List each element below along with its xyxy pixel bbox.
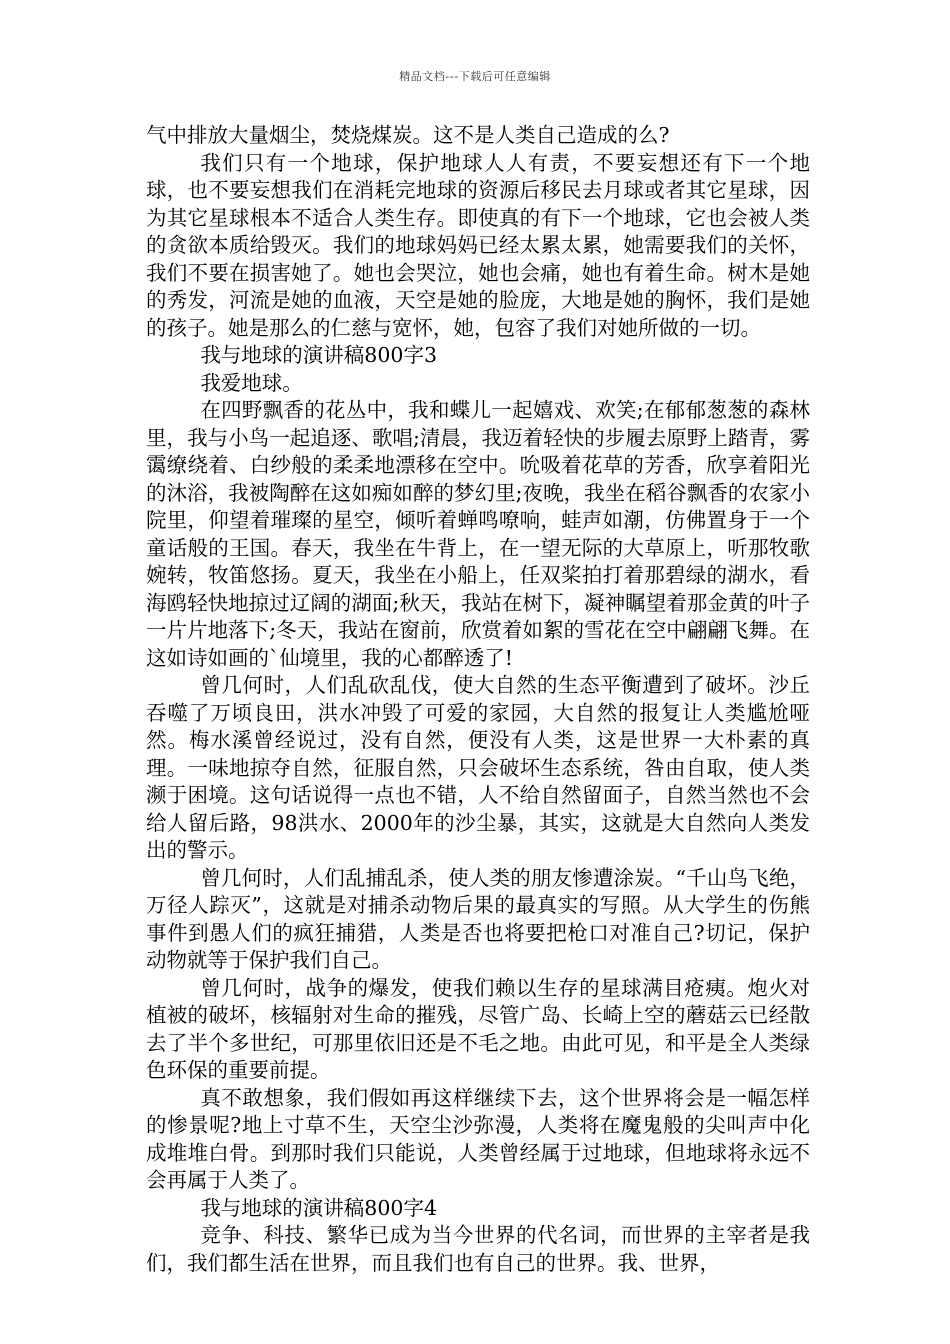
paragraph: 曾几何时，人们乱捕乱杀，使人类的朋友惨遭涂炭。“千山鸟飞绝，万径人踪灭”，这就是对捕杀动物后果的最真实的写照。从大学生的伤熊事件到愚人们的疯狂捕猎，人类是否也将要把枪口对准自己?切记，保护动物就等于保护我们自己。 — [146, 865, 810, 972]
paragraph: 我爱地球。 — [200, 370, 303, 395]
document-body — [146, 122, 810, 1277]
paragraph: 气中排放大量烟尘，焚烧煤炭。这不是人类自己造成的么? — [146, 123, 670, 147]
section-heading: 我与地球的演讲稿800字3 — [200, 343, 437, 367]
section-heading: 我与地球的演讲稿800字4 — [200, 1195, 437, 1220]
paragraph: 真不敢想象，我们假如再这样继续下去，这个世界将会是一幅怎样的惨景呢?地上寸草不生，天空尘沙弥漫，人类将在魔鬼般的尖叫声中化成堆堆白骨。到那时我们只能说，人类曾经属于过地球，但地球将永远不会再属于人类了。 — [146, 1085, 810, 1192]
paragraph: 我们只有一个地球，保护地球人人有责，不要妄想还有下一个地球，也不要妄想我们在消耗完地球的资源后移民去月球或者其它星球，因为其它星球根本不适合人类生存。即使真的有下一个地球，它也会被人类的贪欲本质给毁灭。我们的地球妈妈已经太累太累，她需要我们的关怀，我们不要在损害她了。她也会哭泣，她也会痛，她也有着生命。树木是她的秀发，河流是她的血液，天空是她的脸庞，大地是她的胸怀，我们是她的孩子。她是那么的仁慈与宽怀，她，包容了我们对她所做的一切。 — [146, 150, 810, 340]
paragraph: 曾几何时，战争的爆发，使我们赖以生存的星球满目疮痍。炮火对植被的破坏，核辐射对生命的摧残，尽管广岛、长崎上空的蘑菇云已经散去了半个多世纪，可那里依旧还是不毛之地。由此可见，和平是全人类绿色环保的重要前提。 — [146, 975, 810, 1082]
paragraph: 曾几何时，人们乱砍乱伐，使大自然的生态平衡遭到了破坏。沙丘吞噬了万顷良田，洪水冲毁了可爱的家园，大自然的报复让人类尴尬哑然。梅水溪曾经说过，没有自然，便没有人类，这是世界一大朴素的真理。一味地掠夺自然，征服自然，只会破坏生态系统，咎由自取，使人类濒于困境。这句话说得一点也不错，人不给自然留面子，自然当然也不会给人留后路，98洪水、2000年的沙尘暴，其实，这就是大自然向人类发出的警示。 — [146, 673, 810, 862]
page-header: 精品文档---下载后可任意编辑 — [399, 70, 551, 83]
paragraph: 在四野飘香的花丛中，我和蝶儿一起嬉戏、欢笑;在郁郁葱葱的森林里，我与小鸟一起追逐、歌唱;清晨，我迈着轻快的步履去原野上踏青，雾霭缭绕着、白纱般的柔柔地漂移在空中。吮吸着花草的芳香，欣享着阳光的沐浴，我被陶醉在这如痴如醉的梦幻里;夜晚，我坐在稻谷飘香的农家小院里，仰望着璀璨的星空，倾听着蝉鸣嘹响，蛙声如潮，仿佛置身于一个童话般的王国。春天，我坐在牛背上，在一望无际的大草原上，听那牧歌婉转，牧笛悠扬。夏天，我坐在小船上，任双桨拍打着那碧绿的湖水，看海鸥轻快地掠过辽阔的湖面;秋天，我站在树下，凝神瞩望着那金黄的叶子一片片地落下;冬天，我站在窗前，欣赏着如絮的雪花在空中翩翩飞舞。在这如诗如画的`仙境里，我的心都醉透了! — [146, 398, 810, 670]
paragraph: 竞争、科技、繁华已成为当今世界的代名词，而世界的主宰者是我们，我们都生活在世界，而且我们也有自己的世界。我、世界， — [146, 1223, 810, 1275]
